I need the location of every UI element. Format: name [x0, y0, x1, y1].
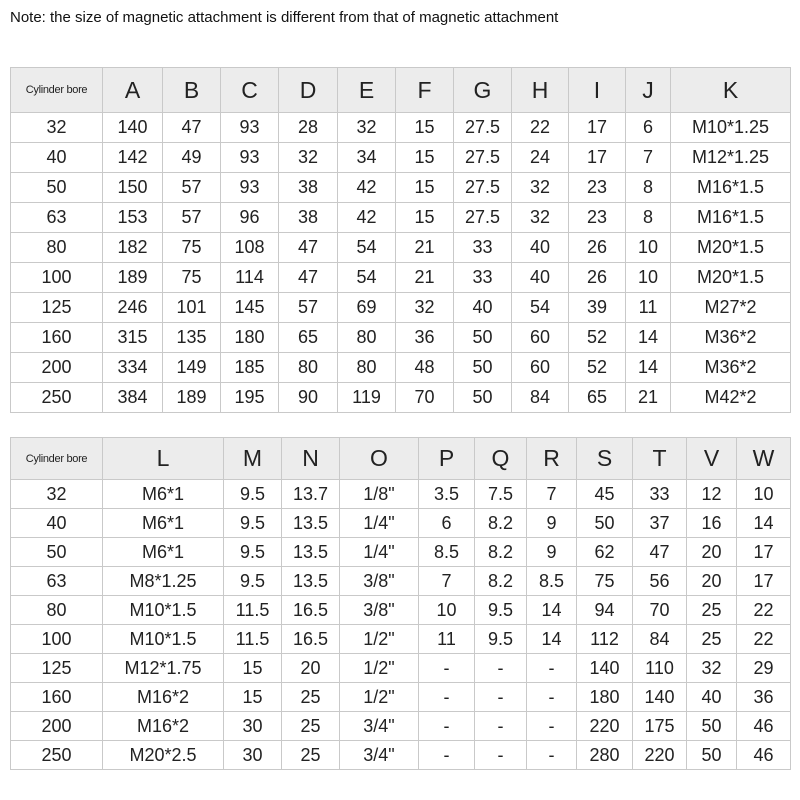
table-cell: 182 — [103, 233, 163, 263]
table-cell: 8 — [626, 203, 671, 233]
table-cell: 7.5 — [475, 480, 527, 509]
table-cell: 22 — [512, 113, 569, 143]
table-cell: - — [419, 741, 475, 770]
table-cell: 65 — [279, 323, 338, 353]
cylinder-bore-cell: 200 — [11, 353, 103, 383]
table-cell: 57 — [279, 293, 338, 323]
table-cell: 90 — [279, 383, 338, 413]
table-cell: - — [527, 741, 577, 770]
table-cell: 149 — [163, 353, 221, 383]
table-cell: 13.5 — [282, 538, 340, 567]
column-header-c: C — [221, 68, 279, 113]
table-cell: M20*1.5 — [671, 263, 791, 293]
cylinder-bore-cell: 125 — [11, 654, 103, 683]
table-cell: 3/8" — [340, 567, 419, 596]
table-cell: 142 — [103, 143, 163, 173]
column-header-f: F — [396, 68, 454, 113]
table-cell: 6 — [626, 113, 671, 143]
table-cell: M16*1.5 — [671, 203, 791, 233]
column-header-s: S — [577, 438, 633, 480]
table-cell: 17 — [569, 113, 626, 143]
table-cell: M16*2 — [103, 683, 224, 712]
table-cell: 50 — [454, 383, 512, 413]
table-row — [11, 203, 791, 233]
table-cell: 80 — [338, 323, 396, 353]
table-cell: 69 — [338, 293, 396, 323]
table-cell: - — [419, 683, 475, 712]
table-cell: 32 — [338, 113, 396, 143]
table-cell: 14 — [626, 323, 671, 353]
column-header-b: B — [163, 68, 221, 113]
table-cell: 40 — [512, 263, 569, 293]
table-cell: M6*1 — [103, 538, 224, 567]
table-cell: 32 — [396, 293, 454, 323]
table-row — [11, 323, 791, 353]
table-cell: 60 — [512, 353, 569, 383]
table-cell: M16*2 — [103, 712, 224, 741]
column-header-n: N — [282, 438, 340, 480]
table-cell: 8.2 — [475, 538, 527, 567]
table-cell: 140 — [103, 113, 163, 143]
column-header-a: A — [103, 68, 163, 113]
cylinder-bore-cell: 80 — [11, 596, 103, 625]
table-cell: 280 — [577, 741, 633, 770]
table-cell: 25 — [282, 683, 340, 712]
table-row — [11, 173, 791, 203]
table-cell: 16 — [687, 509, 737, 538]
table-cell: 7 — [419, 567, 475, 596]
table-cell: M6*1 — [103, 509, 224, 538]
table-cell: 11 — [419, 625, 475, 654]
table-cell: M10*1.5 — [103, 596, 224, 625]
column-header-cylinder-bore: Cylinder bore — [11, 68, 103, 113]
table-cell: 9.5 — [224, 567, 282, 596]
table-cell: 10 — [626, 233, 671, 263]
table-cell: 46 — [737, 741, 791, 770]
table-cell: M16*1.5 — [671, 173, 791, 203]
table-cell: 42 — [338, 203, 396, 233]
table-cell: 13.7 — [282, 480, 340, 509]
table-cell: 21 — [626, 383, 671, 413]
table-cell: 47 — [633, 538, 687, 567]
table-cell: 7 — [626, 143, 671, 173]
table-cell: 15 — [396, 143, 454, 173]
table-cell: 34 — [338, 143, 396, 173]
cylinder-bore-cell: 100 — [11, 263, 103, 293]
table-cell: 145 — [221, 293, 279, 323]
cylinder-bore-cell: 32 — [11, 480, 103, 509]
table-row — [11, 263, 791, 293]
table-cell: 32 — [687, 654, 737, 683]
table-row — [11, 741, 791, 770]
table-cell: 80 — [338, 353, 396, 383]
table-cell: 24 — [512, 143, 569, 173]
table-cell: 8.2 — [475, 567, 527, 596]
table-cell: 50 — [687, 712, 737, 741]
table-cell: 189 — [163, 383, 221, 413]
table-cell: 32 — [279, 143, 338, 173]
dimension-table-l-to-w — [10, 437, 791, 770]
table-cell: 70 — [633, 596, 687, 625]
table-cell: 29 — [737, 654, 791, 683]
column-header-l: L — [103, 438, 224, 480]
table-cell: 40 — [687, 683, 737, 712]
column-header-e: E — [338, 68, 396, 113]
table-cell: 93 — [221, 113, 279, 143]
table-cell: M10*1.5 — [103, 625, 224, 654]
table-cell: 42 — [338, 173, 396, 203]
table-cell: 11.5 — [224, 625, 282, 654]
table-row — [11, 654, 791, 683]
column-header-o: O — [340, 438, 419, 480]
cylinder-bore-cell: 63 — [11, 203, 103, 233]
table-cell: 20 — [282, 654, 340, 683]
table-cell: M8*1.25 — [103, 567, 224, 596]
table-cell: 15 — [224, 683, 282, 712]
table-cell: - — [527, 654, 577, 683]
table-cell: 13.5 — [282, 567, 340, 596]
table-cell: 57 — [163, 173, 221, 203]
cylinder-bore-cell: 50 — [11, 173, 103, 203]
cylinder-bore-cell: 100 — [11, 625, 103, 654]
table-cell: 16.5 — [282, 625, 340, 654]
column-header-r: R — [527, 438, 577, 480]
table-cell: 1/4" — [340, 509, 419, 538]
table-cell: 70 — [396, 383, 454, 413]
table-cell: 20 — [687, 567, 737, 596]
table-cell: M36*2 — [671, 353, 791, 383]
table-cell: 16.5 — [282, 596, 340, 625]
table-cell: 46 — [737, 712, 791, 741]
cylinder-bore-cell: 160 — [11, 683, 103, 712]
table-cell: 84 — [512, 383, 569, 413]
table-cell: 30 — [224, 741, 282, 770]
table-cell: 47 — [163, 113, 221, 143]
table-cell: 3/4" — [340, 712, 419, 741]
table-cell: 54 — [338, 263, 396, 293]
cylinder-bore-cell: 32 — [11, 113, 103, 143]
header-row — [11, 68, 791, 113]
table-cell: 25 — [687, 596, 737, 625]
table-cell: 57 — [163, 203, 221, 233]
column-header-k: K — [671, 68, 791, 113]
table-cell: 27.5 — [454, 203, 512, 233]
table-cell: 150 — [103, 173, 163, 203]
table-cell: - — [475, 712, 527, 741]
column-header-h: H — [512, 68, 569, 113]
table-cell: 54 — [512, 293, 569, 323]
table-cell: 9.5 — [224, 538, 282, 567]
table-cell: - — [475, 741, 527, 770]
table-cell: 28 — [279, 113, 338, 143]
table-cell: 9.5 — [224, 480, 282, 509]
table-cell: 10 — [419, 596, 475, 625]
table-cell: 17 — [569, 143, 626, 173]
table-cell: 30 — [224, 712, 282, 741]
cylinder-bore-cell: 250 — [11, 383, 103, 413]
table-cell: 26 — [569, 233, 626, 263]
table-cell: 62 — [577, 538, 633, 567]
table-cell: 75 — [577, 567, 633, 596]
table-cell: 38 — [279, 173, 338, 203]
table-cell: M27*2 — [671, 293, 791, 323]
table-row — [11, 233, 791, 263]
table-cell: - — [419, 712, 475, 741]
table-row — [11, 538, 791, 567]
table-cell: 3/4" — [340, 741, 419, 770]
table-cell: M20*1.5 — [671, 233, 791, 263]
table-cell: 50 — [687, 741, 737, 770]
table-cell: 195 — [221, 383, 279, 413]
table-cell: 119 — [338, 383, 396, 413]
column-header-t: T — [633, 438, 687, 480]
table-cell: 101 — [163, 293, 221, 323]
table-cell: 15 — [224, 654, 282, 683]
table-cell: 48 — [396, 353, 454, 383]
table-cell: 32 — [512, 203, 569, 233]
table-cell: 52 — [569, 353, 626, 383]
table-cell: 8.2 — [475, 509, 527, 538]
table-cell: 27.5 — [454, 113, 512, 143]
table-cell: 33 — [633, 480, 687, 509]
table-cell: 6 — [419, 509, 475, 538]
table-cell: 26 — [569, 263, 626, 293]
cylinder-bore-cell: 50 — [11, 538, 103, 567]
cylinder-bore-cell: 250 — [11, 741, 103, 770]
cylinder-bore-cell: 160 — [11, 323, 103, 353]
table-cell: 50 — [454, 353, 512, 383]
table-cell: 1/4" — [340, 538, 419, 567]
column-header-d: D — [279, 68, 338, 113]
table-row — [11, 712, 791, 741]
table-cell: 1/2" — [340, 654, 419, 683]
table-cell: 25 — [687, 625, 737, 654]
table-cell: 14 — [527, 596, 577, 625]
table-cell: 180 — [577, 683, 633, 712]
table-cell: 189 — [103, 263, 163, 293]
table-cell: 65 — [569, 383, 626, 413]
table-cell: 23 — [569, 203, 626, 233]
table-cell: 10 — [737, 480, 791, 509]
table-cell: 40 — [454, 293, 512, 323]
table-cell: M6*1 — [103, 480, 224, 509]
table-cell: M36*2 — [671, 323, 791, 353]
cylinder-bore-cell: 40 — [11, 509, 103, 538]
column-header-cylinder-bore: Cylinder bore — [11, 438, 103, 480]
table-cell: 220 — [577, 712, 633, 741]
table-cell: 9.5 — [475, 596, 527, 625]
table-cell: 50 — [454, 323, 512, 353]
table-cell: 54 — [338, 233, 396, 263]
table-cell: 45 — [577, 480, 633, 509]
table-cell: 37 — [633, 509, 687, 538]
table-row — [11, 353, 791, 383]
table-cell: M20*2.5 — [103, 741, 224, 770]
table-cell: 22 — [737, 596, 791, 625]
column-header-j: J — [626, 68, 671, 113]
table-cell: 96 — [221, 203, 279, 233]
cylinder-bore-cell: 125 — [11, 293, 103, 323]
table-cell: 12 — [687, 480, 737, 509]
table-cell: 15 — [396, 203, 454, 233]
table-cell: 1/2" — [340, 625, 419, 654]
table-cell: 32 — [512, 173, 569, 203]
table-cell: 334 — [103, 353, 163, 383]
table-cell: 47 — [279, 263, 338, 293]
table-cell: 49 — [163, 143, 221, 173]
table-cell: - — [527, 683, 577, 712]
table-cell: - — [475, 654, 527, 683]
table-cell: 25 — [282, 741, 340, 770]
table-cell: 180 — [221, 323, 279, 353]
table-cell: M12*1.75 — [103, 654, 224, 683]
table-cell: 14 — [527, 625, 577, 654]
column-header-g: G — [454, 68, 512, 113]
table-cell: - — [419, 654, 475, 683]
table-cell: 22 — [737, 625, 791, 654]
table-row — [11, 480, 791, 509]
table-cell: 17 — [737, 538, 791, 567]
table-cell: 1/8" — [340, 480, 419, 509]
table-cell: 9 — [527, 538, 577, 567]
table-cell: 9.5 — [224, 509, 282, 538]
table-cell: 108 — [221, 233, 279, 263]
table-cell: 8 — [626, 173, 671, 203]
column-header-v: V — [687, 438, 737, 480]
table-row — [11, 625, 791, 654]
table-row — [11, 143, 791, 173]
table-cell: 94 — [577, 596, 633, 625]
table-cell: 36 — [396, 323, 454, 353]
table-cell: 25 — [282, 712, 340, 741]
table-cell: 23 — [569, 173, 626, 203]
table-cell: 153 — [103, 203, 163, 233]
table-cell: 1/2" — [340, 683, 419, 712]
table-cell: 36 — [737, 683, 791, 712]
table-cell: 9 — [527, 509, 577, 538]
column-header-m: M — [224, 438, 282, 480]
table-cell: 56 — [633, 567, 687, 596]
cylinder-bore-cell: 40 — [11, 143, 103, 173]
table-cell: 8.5 — [527, 567, 577, 596]
table-cell: 27.5 — [454, 143, 512, 173]
table-row — [11, 113, 791, 143]
table-cell: 3.5 — [419, 480, 475, 509]
table-cell: M42*2 — [671, 383, 791, 413]
table-cell: 27.5 — [454, 173, 512, 203]
note-text: Note: the size of magnetic attachment is different from that of magnetic attachment — [10, 9, 559, 26]
table-cell: 112 — [577, 625, 633, 654]
table-cell: 10 — [626, 263, 671, 293]
table-cell: M10*1.25 — [671, 113, 791, 143]
table-cell: 246 — [103, 293, 163, 323]
table-row — [11, 293, 791, 323]
table-row — [11, 596, 791, 625]
table-cell: - — [475, 683, 527, 712]
table-cell: 220 — [633, 741, 687, 770]
table-cell: 33 — [454, 233, 512, 263]
table-cell: 175 — [633, 712, 687, 741]
table-cell: 15 — [396, 173, 454, 203]
table-cell: 21 — [396, 233, 454, 263]
table-cell: 80 — [279, 353, 338, 383]
table-cell: 93 — [221, 143, 279, 173]
dimension-table-a-to-k — [10, 67, 791, 413]
table-cell: 135 — [163, 323, 221, 353]
header-row — [11, 438, 791, 480]
table-cell: 38 — [279, 203, 338, 233]
table-cell: 39 — [569, 293, 626, 323]
table-cell: 50 — [577, 509, 633, 538]
table-cell: 110 — [633, 654, 687, 683]
table-cell: 140 — [633, 683, 687, 712]
table-row — [11, 383, 791, 413]
column-header-q: Q — [475, 438, 527, 480]
table-cell: 185 — [221, 353, 279, 383]
table-cell: 7 — [527, 480, 577, 509]
table-cell: 40 — [512, 233, 569, 263]
column-header-p: P — [419, 438, 475, 480]
table-cell: 315 — [103, 323, 163, 353]
table-cell: 11 — [626, 293, 671, 323]
table-cell: 15 — [396, 113, 454, 143]
table-cell: 140 — [577, 654, 633, 683]
table-cell: 93 — [221, 173, 279, 203]
table-cell: - — [527, 712, 577, 741]
table-cell: 60 — [512, 323, 569, 353]
table-cell: 114 — [221, 263, 279, 293]
table-cell: 3/8" — [340, 596, 419, 625]
column-header-w: W — [737, 438, 791, 480]
table-cell: 13.5 — [282, 509, 340, 538]
table-cell: 11.5 — [224, 596, 282, 625]
cylinder-bore-cell: 63 — [11, 567, 103, 596]
table-cell: 21 — [396, 263, 454, 293]
table-row — [11, 683, 791, 712]
table-cell: 75 — [163, 263, 221, 293]
table-cell: 47 — [279, 233, 338, 263]
table-cell: 9.5 — [475, 625, 527, 654]
table-cell: 33 — [454, 263, 512, 293]
table-cell: 20 — [687, 538, 737, 567]
table-cell: 384 — [103, 383, 163, 413]
table-cell: 17 — [737, 567, 791, 596]
table-row — [11, 567, 791, 596]
column-header-i: I — [569, 68, 626, 113]
table-cell: M12*1.25 — [671, 143, 791, 173]
table-cell: 75 — [163, 233, 221, 263]
cylinder-bore-cell: 80 — [11, 233, 103, 263]
table-cell: 52 — [569, 323, 626, 353]
cylinder-bore-cell: 200 — [11, 712, 103, 741]
table-cell: 14 — [737, 509, 791, 538]
table-cell: 8.5 — [419, 538, 475, 567]
table-row — [11, 509, 791, 538]
table-cell: 14 — [626, 353, 671, 383]
table-cell: 84 — [633, 625, 687, 654]
